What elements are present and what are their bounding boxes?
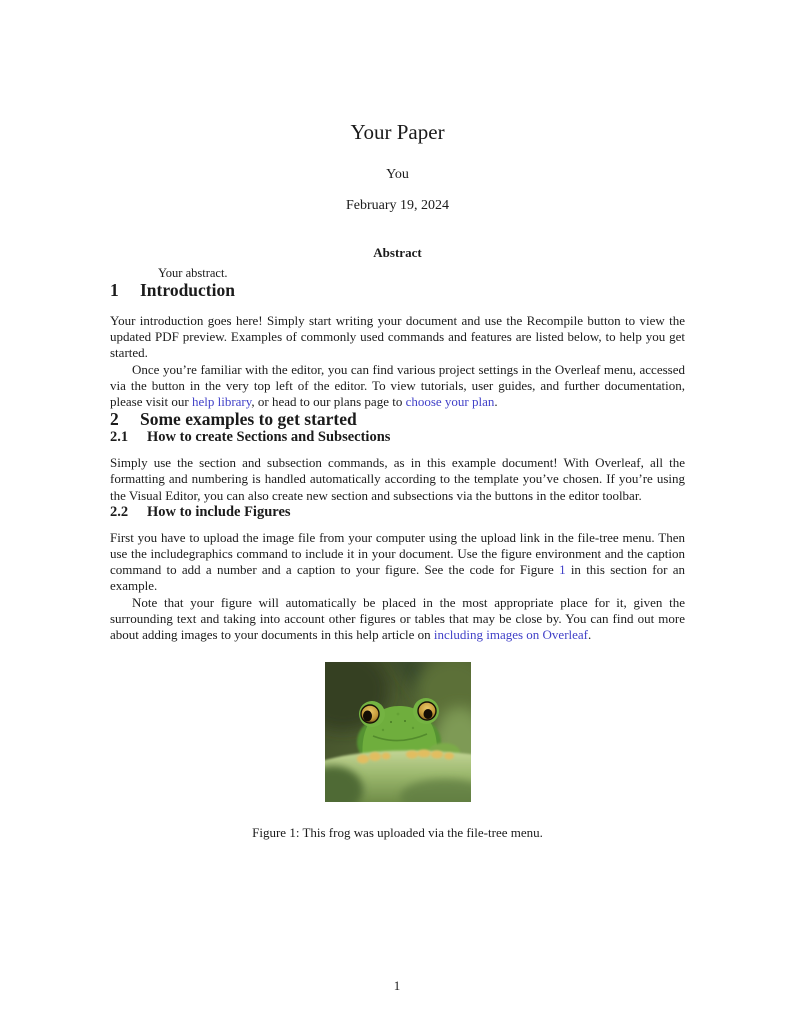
paper-date: February 19, 2024 (345, 198, 450, 213)
intro-p2-text-pre: Once you’re familiar with the editor, you can find various project settings in the Overleaf menu, accessed via the button in the very top left of the editor. To view tutorials, user guides, and further documentation, please visit our (110, 361, 685, 410)
subsection-2-1-heading (110, 429, 685, 445)
abstract-heading: Abstract (373, 245, 422, 260)
figures-p1-text-post: in this section for an example. (110, 562, 685, 594)
subsection-2-2-title: How to include Figures (147, 503, 291, 520)
intro-paragraph-2 (110, 362, 685, 411)
figure-1-reference-link[interactable]: 1 (559, 562, 566, 578)
section-1-heading (110, 281, 685, 300)
section-2-number: 2 (110, 409, 119, 430)
including-images-link[interactable]: including images on Overleaf (433, 627, 589, 643)
intro-p2-text-mid: , or head to our plans page to (251, 394, 406, 410)
figures-p1-text-pre: First you have to upload the image file from your computer using the upload link in the file-tree menu. Then use the includegraphics command to include it in your document. Use the figure environment and the caption command to add a number and a caption to your figure. See the code for Figure (110, 529, 685, 578)
section-2-title: Some examples to get started (140, 409, 357, 430)
abstract-text: Your abstract. (158, 266, 228, 280)
subsection-2-2-heading (110, 504, 685, 520)
intro-paragraph-1: Your introduction goes here! Simply start writing your document and use the Recompile button to view the updated PDF preview. Examples of commonly used commands and features are listed below, to help you get started. (110, 313, 685, 361)
figures-paragraph-1 (110, 530, 685, 595)
paper-author: You (386, 167, 409, 182)
subsection-2-1-title: How to create Sections and Subsections (147, 429, 391, 446)
page-number: 1 (393, 978, 401, 993)
section-2-heading (110, 410, 685, 429)
choose-your-plan-link[interactable]: choose your plan (405, 394, 495, 410)
figures-p2-text-post: . (588, 627, 592, 643)
figure-1-caption: Figure 1: This frog was uploaded via the file-tree menu. (252, 825, 543, 841)
section-1-number: 1 (110, 280, 119, 300)
subsection-2-2-number: 2.2 (110, 503, 129, 520)
section-1-title: Introduction (140, 280, 235, 300)
frog-photo (325, 662, 471, 802)
page-content (110, 0, 685, 841)
figures-paragraph-2 (110, 595, 685, 644)
help-library-link[interactable]: help library (191, 394, 252, 410)
sections-paragraph: Simply use the section and subsection commands, as in this example document! With Overleaf, all the formatting and numbering is handled automatically according to the template you’ve chosen. If you’re using the Visual Editor, you can also create new section and subsections via the buttons in the editor toolbar. (110, 455, 685, 503)
figures-p2-text-pre: Note that your figure will automatically be placed in the most appropriate place for it, given the surrounding text and taking into account other figures or tables that may be close by. You can find out more about adding images to your documents in this help article on (110, 594, 685, 643)
paper-title: Your Paper (350, 120, 445, 144)
subsection-2-1-number: 2.1 (110, 429, 129, 446)
intro-p2-text-post: . (494, 394, 498, 410)
figure-1 (110, 662, 685, 841)
